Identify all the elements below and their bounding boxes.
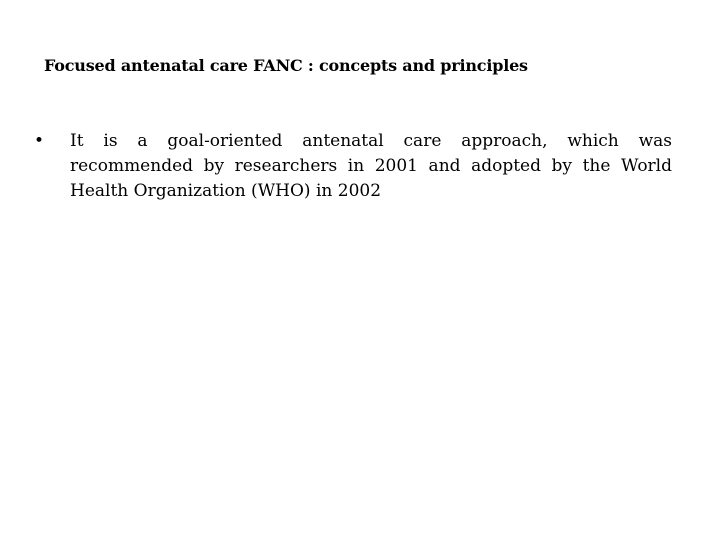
slide-title: Focused antenatal care FANC : concepts and principles [44, 56, 528, 75]
bullet-list [34, 129, 674, 204]
bullet-marker: • [34, 131, 45, 151]
bullet-item [34, 129, 672, 204]
bullet-text: It is a goal-oriented antenatal care approach, which was recommended by researchers in 2001 and adopted by the World Health Organization (WHO) in 2002 [70, 131, 672, 201]
